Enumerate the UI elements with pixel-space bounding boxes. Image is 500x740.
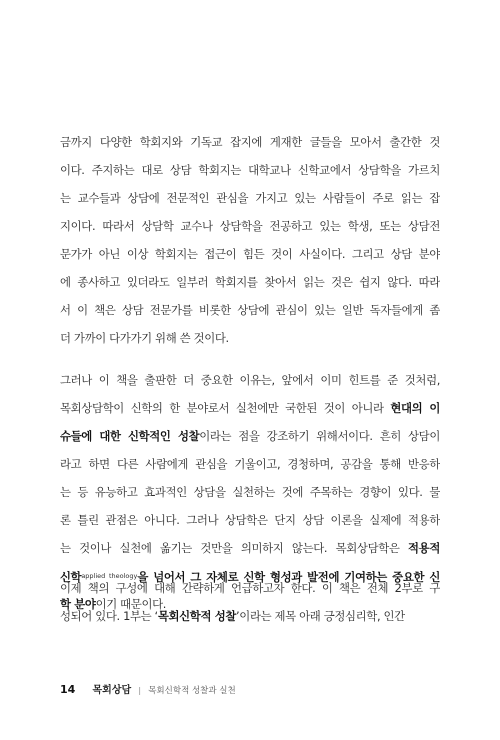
paragraph-3	[60, 574, 440, 630]
body-text: 론 틀린 관점은 아니다. 그러나 상담학은 단지 상담 이론을 실제에 적용하	[60, 513, 440, 527]
text-line	[60, 506, 440, 534]
running-book-title: 목회상담	[92, 685, 132, 696]
body-text: 이기 때문이다.	[95, 597, 167, 611]
body-text: 는 교수들과 상담에 전문적인 관심을 가지고 있는 사람들이 주로 읽는 잡	[60, 191, 440, 205]
body-text: 이제 책의 구성에 대해 간략하게 언급하고자 한다. 이 책은 전체 2부로 구	[60, 581, 440, 595]
body-text: ’이라는 제목 아래 긍정심리학, 인간	[236, 609, 405, 623]
text-line	[60, 184, 440, 212]
body-text: 에 종사하고 있더라도 일부러 학회지를 찾아서 읽는 것은 쉽지 않다. 따라	[60, 275, 440, 289]
text-line	[60, 478, 440, 506]
body-text: 성되어 있다. 1부는 ‘	[60, 609, 158, 623]
text-line	[60, 156, 440, 184]
text-line	[60, 534, 440, 562]
body-text: 지이다. 따라서 상담학 교수나 상담학을 전공하고 있는 학생, 또는 상담전	[60, 219, 440, 233]
emphasis-text: 신학	[60, 570, 82, 584]
footer-separator: |	[138, 686, 142, 695]
page-number: 14	[60, 683, 76, 696]
emphasis-text: 을 넘어서 그 자체로 신학 형성과 발전에 기여하는 중요한 신	[137, 570, 440, 584]
text-line	[60, 212, 440, 240]
emphasis-text: 슈들에 대한 신학적인 성찰	[60, 429, 200, 443]
text-line	[60, 574, 440, 602]
body-text: 문가가 아닌 이상 학회지는 접근이 힘든 것이 사실이다. 그리고 상담 분야	[60, 247, 440, 261]
body-text: 이다. 주지하는 대로 상담 학회지는 대학교나 신학교에서 상담학을 가르치	[60, 163, 440, 177]
text-line	[60, 602, 440, 630]
paragraph-1	[60, 128, 440, 352]
running-subtitle: 목회신학적 성찰과 실천	[148, 686, 236, 696]
emphasis-text: 학 분야	[60, 597, 96, 611]
body-text: 목회상담학이 신학의 한 분야로서 실천에만 국한된 것이 아니라	[60, 401, 391, 415]
text-line	[60, 394, 440, 422]
emphasis-text: 목회신학적 성찰	[157, 609, 237, 623]
page-footer	[60, 680, 236, 700]
body-text: 는 등 유능하고 효과적인 상담을 실천하는 것에 주목하는 경향이 있다. 물	[60, 485, 440, 499]
text-line	[60, 128, 440, 156]
text-line	[60, 366, 440, 394]
text-line	[60, 296, 440, 324]
text-line	[60, 268, 440, 296]
body-text: 는 것이나 실천에 옮기는 것만을 의미하지 않는다. 목회상담학은	[60, 541, 409, 555]
body-text: 그러나 이 책을 출판한 더 중요한 이유는, 앞에서 이미 힌트를 준 것처럼,	[60, 373, 440, 387]
text-line	[60, 450, 440, 478]
body-text: 서 이 책은 상담 전문가를 비롯한 상담에 관심이 있는 일반 독자들에게 좀	[60, 303, 440, 317]
body-text: 이라는 점을 강조하기 위해서이다. 흔히 상담이	[199, 429, 440, 443]
emphasis-text: 적용적	[408, 541, 440, 555]
gloss-superscript: applied theology	[81, 572, 138, 580]
body-text: 금까지 다양한 학회지와 기독교 잡지에 게재한 글들을 모아서 출간한 것	[60, 135, 440, 149]
text-line	[60, 422, 440, 450]
emphasis-text: 현대의 이	[390, 401, 440, 415]
text-line	[60, 324, 440, 352]
text-line	[60, 240, 440, 268]
body-text: 라고 하면 다른 사람에게 관심을 기울이고, 경청하며, 공감을 통해 반응하	[60, 457, 440, 471]
body-text: 더 가까이 다가가기 위해 쓴 것이다.	[60, 331, 229, 345]
